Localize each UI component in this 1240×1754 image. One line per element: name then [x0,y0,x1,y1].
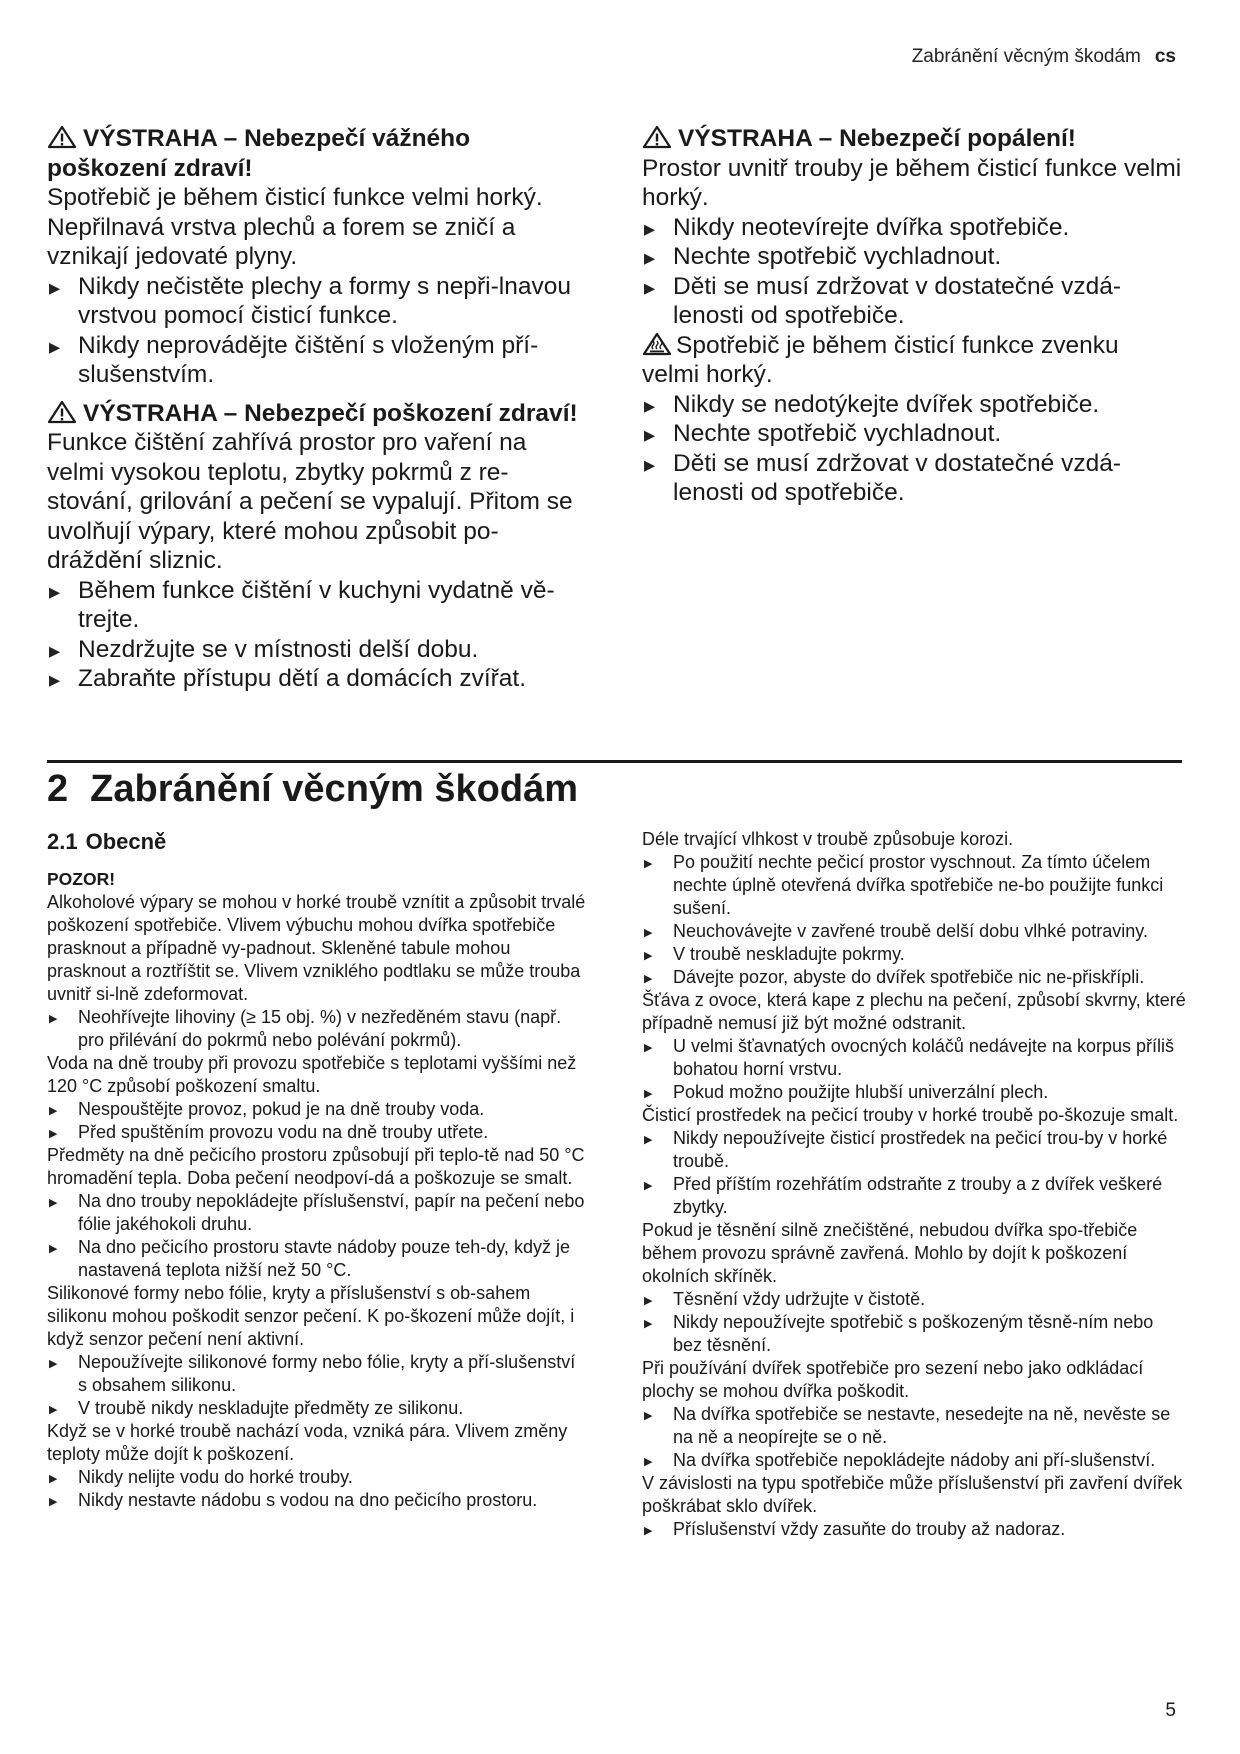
bottom-right-text [642,828,1187,1541]
list-item: ▶ Nechte spotřebič vychladnout. [642,242,1182,272]
bullet-list [47,1098,587,1144]
warning-list [47,576,587,694]
paragraph: Když se v horké troubě nachází voda, vzniká pára. Vlivem změny teploty může dojít k poškození. [47,1421,568,1464]
bottom-left-column [47,828,587,1512]
list-item: ▶ Nikdy neotevírejte dvířka spotřebiče. [642,213,1182,243]
list-item: ▶ Na dvířka spotřebiče nepokládejte nádoby ani pří-slušenství. [642,1449,1187,1472]
warning-list [47,272,587,390]
paragraph: V závislosti na typu spotřebiče může příslušenství při zavření dvířek poškrábat sklo dvířek. [642,1473,1183,1516]
caution-label: POZOR! [47,869,116,889]
running-header [912,46,1176,68]
list-item: ▶ Nezdržujte se v místnosti delší dobu. [47,635,587,665]
list-item: ▶ Těsnění vždy udržujte v čistotě. [642,1288,1187,1311]
bullet-arrow-icon: ▶ [644,280,656,297]
bullet-arrow-icon: ▶ [644,221,656,238]
list-item: ▶ Nikdy nepoužívejte spotřebič s poškozeným těsně-ním nebo bez těsnění. [644,1312,1154,1355]
subsection-title: 2.1 Obecně [47,829,167,854]
bullet-arrow-icon: ▶ [644,1042,653,1054]
section-title: 2 Zabránění věcným škodám [47,768,578,810]
list-item: ▶ Příslušenství vždy zasuňte do trouby až nadoraz. [642,1518,1187,1541]
list-item: ▶ Nepoužívejte silikonové formy nebo fólie, kryty a pří-slušenství s obsahem silikonu. [49,1352,576,1395]
list-item: ▶ Nikdy nečistěte plechy a formy s nepři-lnavou vrstvou pomocí čisticí funkce. [49,272,571,329]
bullet-arrow-icon: ▶ [49,1243,58,1255]
bullet-arrow-icon: ▶ [49,1404,58,1416]
warning-list [642,213,1182,331]
warning-text: Spotřebič je během čisticí funkce velmi horký. Nepřilnavá vrstva plechů a forem se zničí a vznikají jedovaté plyny. [47,184,543,270]
warning-triangle-icon [642,125,672,149]
bullet-arrow-icon: ▶ [49,280,61,297]
bullet-list [642,1035,1187,1104]
list-item: ▶ Děti se musí zdržovat v dostatečné vzdá-lenosti od spotřebiče. [644,272,1121,329]
bullet-arrow-icon: ▶ [644,1088,653,1100]
bullet-arrow-icon: ▶ [644,428,656,444]
list-item: ▶ U velmi šťavnatých ovocných koláčů nedávejte na korpus příliš bohatou horní vrstvu. [644,1036,1174,1079]
bullet-arrow-icon: ▶ [49,1013,58,1025]
list-item: ▶ Pokud možno použijte hlubší univerzální plech. [642,1081,1187,1104]
list-item: ▶ V troubě nikdy neskladujte předměty ze silikonu. [47,1397,587,1420]
bullet-arrow-icon: ▶ [49,1128,58,1140]
paragraph: Šťáva z ovoce, která kape z plechu na pečení, způsobí skvrny, které případně nemusí již být možné odstranit. [642,990,1186,1033]
warning-title: VÝSTRAHA – Nebezpečí poškození zdraví! [47,399,587,429]
list-item: ▶ Před spuštěním provozu vodu na dně trouby utřete. [47,1121,587,1144]
warning-triangle-icon [47,125,77,149]
warning-block-1 [47,124,587,390]
list-item: ▶ Zabraňte přístupu dětí a domácích zvířat. [47,664,587,694]
paragraph: Alkoholové výpary se mohou v horké troubě vznítit a způsobit trvalé poškození spotřebiče. Vlivem výbuchu mohou dvířka spotřebiče prasknout a případně vy-padnout. Skleněné tabule mohou prasknout a roztříštit se. Vlivem vzniklého podtlaku se může trouba uvnitř si-lně zdeformovat. [47,892,586,1004]
list-item: ▶ Nikdy neprovádějte čištění s vloženým pří-slušenstvím. [49,331,539,388]
bullet-list [47,1006,587,1052]
bullet-arrow-icon: ▶ [49,1105,58,1117]
section-divider [47,760,1182,763]
bullet-arrow-icon: ▶ [644,1456,653,1468]
paragraph: Při používání dvířek spotřebiče pro sezení nebo jako odkládací plochy se mohou dvířka poškodit. [642,1358,1144,1401]
warning-text: Funkce čištění zahřívá prostor pro vaření na velmi vysokou teplotu, zbytky pokrmů z re-stování, grilování a pečení se vypalují. Přitom se uvolňují výpary, které mohou způsobit po-dráždění sliznic. [47,429,573,574]
list-item: ▶ Nespouštějte provoz, pokud je na dně trouby voda. [47,1098,587,1121]
bullet-list [642,1403,1187,1472]
bottom-left-text [47,891,587,1512]
bullet-arrow-icon: ▶ [49,1496,58,1508]
bullet-arrow-icon: ▶ [644,973,653,985]
list-item: ▶ Nikdy nelijte vodu do horké trouby. [47,1466,587,1489]
bottom-right-column [642,828,1187,1541]
bullet-list [47,1466,587,1512]
paragraph: Pokud je těsnění silně znečištěné, nebudou dvířka spo-třebiče během provozu správně zavřená. Mohlo by dojít k poškození okolních skříněk. [642,1220,1138,1286]
hot-surface-icon [642,332,672,356]
bullet-arrow-icon: ▶ [644,1410,653,1422]
bullet-arrow-icon: ▶ [49,1473,58,1485]
bullet-arrow-icon: ▶ [644,457,656,474]
bullet-arrow-icon: ▶ [49,1197,58,1209]
bullet-arrow-icon: ▶ [644,1180,653,1192]
list-item: ▶ Nechte spotřebič vychladnout. [642,419,1182,449]
paragraph: Déle trvající vlhkost v troubě způsobuje korozi. [642,829,1014,849]
bullet-list [642,1288,1187,1357]
list-item: ▶ Děti se musí zdržovat v dostatečné vzdá-lenosti od spotřebiče. [644,449,1121,506]
warning-list [642,390,1182,508]
warning-text: Prostor uvnitř trouby je během čisticí funkce velmi horký. [642,154,1182,211]
bullet-arrow-icon: ▶ [644,1295,653,1307]
bullet-list [642,851,1187,989]
bullet-arrow-icon: ▶ [644,950,653,962]
list-item: ▶ Dávejte pozor, abyste do dvířek spotřebiče nic ne-přiskřípli. [642,966,1187,989]
bullet-list [47,1190,587,1282]
bullet-list [642,1518,1187,1541]
bullet-arrow-icon: ▶ [644,927,653,939]
paragraph: Předměty na dně pečicího prostoru způsobují při teplo-tě nad 50 °C hromadění tepla. Doba pečení neodpoví-dá a poškozuje se smalt. [47,1145,585,1188]
bullet-arrow-icon: ▶ [49,1358,58,1370]
list-item: ▶ Na dno pečicího prostoru stavte nádoby pouze teh-dy, když je nastavená teplota nižší než 50 °C. [49,1237,570,1280]
warning-title: VÝSTRAHA – Nebezpečí vážného poškození zdraví! [47,125,471,182]
bullet-arrow-icon: ▶ [644,251,656,267]
bullet-arrow-icon: ▶ [49,643,61,660]
list-item: ▶ Neuchovávejte v zavřené troubě delší dobu vlhké potraviny. [642,920,1187,943]
list-item: ▶ Během funkce čištění v kuchyni vydatně vě-trejte. [49,576,555,633]
bullet-arrow-icon: ▶ [644,858,653,870]
warning-block-2 [47,399,587,694]
warning-title: VÝSTRAHA – Nebezpečí popálení! [642,124,1182,154]
paragraph: Voda na dně trouby při provozu spotřebiče s teplotami vyššími než 120 °C způsobí poškození smaltu. [47,1053,577,1096]
warning-triangle-icon [47,400,77,424]
paragraph: Čisticí prostředek na pečicí trouby v horké troubě po-škozuje smalt. [642,1105,1179,1125]
bullet-arrow-icon: ▶ [644,1318,653,1330]
bullet-arrow-icon: ▶ [49,584,61,601]
list-item: ▶ Na dvířka spotřebiče se nestavte, nesedejte na ně, nevěste se na ně a neopírejte se o ně. [644,1404,1171,1447]
bullet-arrow-icon: ▶ [644,1525,653,1537]
bullet-arrow-icon: ▶ [49,673,61,689]
bullet-arrow-icon: ▶ [644,1134,653,1146]
paragraph: Silikonové formy nebo fólie, kryty a příslušenství s ob-sahem silikonu mohou poškodit senzor pečení. K po-škození může dojít, i když senzor pečení není aktivní. [47,1283,575,1349]
list-item: ▶ Nikdy se nedotýkejte dvířek spotřebiče. [642,390,1182,420]
language-code: cs [1154,46,1176,67]
list-item: ▶ Nikdy nestavte nádobu s vodou na dno pečicího prostoru. [47,1489,587,1512]
warning-text: Spotřebič je během čisticí funkce zvenku velmi horký. [642,331,1119,388]
list-item: ▶ V troubě neskladujte pokrmy. [642,943,1187,966]
list-item: ▶ Po použití nechte pečicí prostor vyschnout. Za tímto účelem nechte úplně otevřená dvířka spotřebiče ne-bo použijte funkci sušení. [644,852,1164,918]
list-item: ▶ Před příštím rozehřátím odstraňte z trouby a z dvířek veškeré zbytky. [644,1174,1163,1217]
top-left-column [47,124,587,694]
list-item: ▶ Neohřívejte lihoviny (≥ 15 obj. %) v nezředěném stavu (např. pro přilévání do pokrmů nebo polévání pokrmů). [49,1007,562,1050]
page-number: 5 [1165,1700,1176,1721]
top-right-column [642,124,1182,508]
bullet-list [642,1127,1187,1219]
list-item: ▶ Nikdy nepoužívejte čisticí prostředek na pečicí trou-by v horké troubě. [644,1128,1168,1171]
list-item: ▶ Na dno trouby nepokládejte příslušenství, papír na pečení nebo fólie jakéhokoli druhu. [49,1191,585,1234]
running-header-title: Zabránění věcným škodám [911,46,1141,67]
bullet-arrow-icon: ▶ [644,398,656,415]
bullet-arrow-icon: ▶ [49,339,61,356]
bullet-list [47,1351,587,1420]
